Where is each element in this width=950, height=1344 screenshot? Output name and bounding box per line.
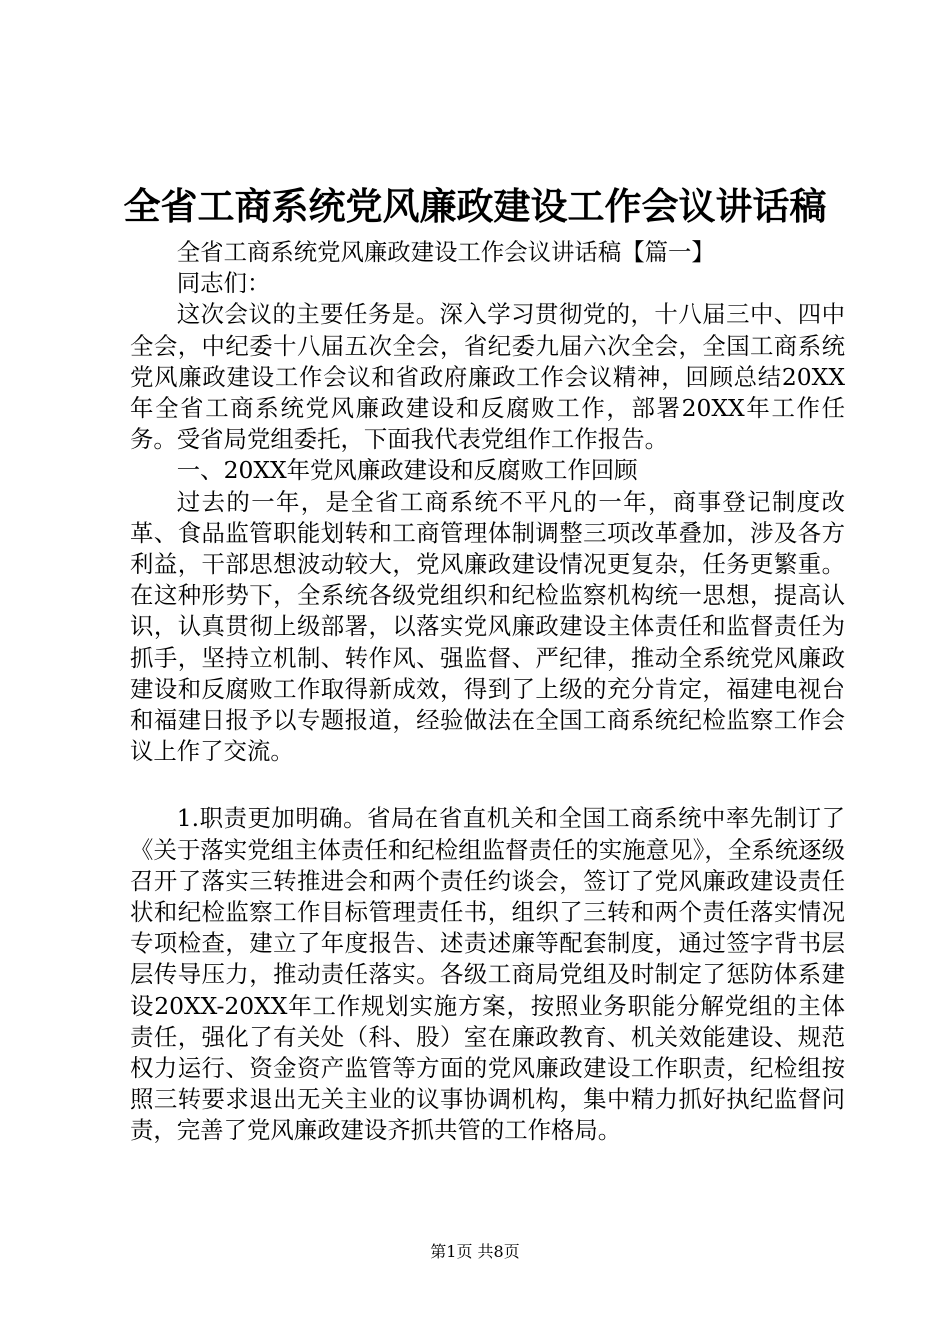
body-paragraph: 过去的一年，是全省工商系统不平凡的一年，商事登记制度改革、食品监管职能划转和工商管理体制调整三项改革叠加，涉及各方利益，干部思想波动较大，党风廉政建设情况更复杂，任务更繁重。在这种形势下，全系统各级党组织和纪检监察机构统一思想，提高认识，认真贯彻上级部署，以落实党风廉政建设主体责任和监督责任为抓手，坚持立机制、转作风、强监督、严纪律，推动全系统党风廉政建设和反腐败工作取得新成效，得到了上级的充分肯定，福建电视台和福建日报予以专题报道，经验做法在全国工商系统纪检监察工作会议上作了交流。 xyxy=(130,487,845,766)
section-heading-paragraph: 一、20XX年党风廉政建设和反腐败工作回顾 xyxy=(176,456,638,485)
document-body xyxy=(130,237,845,1147)
salutation-paragraph: 同志们： xyxy=(176,269,271,298)
page-number-footer: 第1页 共8页 xyxy=(430,1242,520,1261)
section-heading-paragraph: 全省工商系统党风廉政建设工作会议讲话稿【篇一】 xyxy=(176,238,715,266)
body-paragraph: 这次会议的主要任务是。深入学习贯彻党的，十八届三中、四中全会，中纪委十八届五次全会，省纪委九届六次全会，全国工商系统党风廉政建设工作会议和省政府廉政工作会议精神，回顾总结20XX年全省工商系统党风廉政建设和反腐败工作，部署20XX年工作任务。受省局党组委托，下面我代表党组作工作报告。 xyxy=(130,300,845,454)
document-title: 全省工商系统党风廉政建设工作会议讲话稿 xyxy=(123,184,827,228)
body-paragraph: 1.职责更加明确。省局在省直机关和全国工商系统中率先制订了《关于落实党组主体责任和纪检组监督责任的实施意见》，全系统逐级召开了落实三转推进会和两个责任约谈会，签订了党风廉政建设责任状和纪检监察工作目标管理责任书，组织了三转和两个责任落实情况专项检查，建立了年度报告、述责述廉等配套制度，通过签字背书层层传导压力，推动责任落实。各级工商局党组及时制定了惩防体系建设20XX-20XX年工作规划实施方案，按照业务职能分解党组的主体责任，强化了有关处（科、股）室在廉政教育、机关效能建设、规范权力运行、资金资产监管等方面的党风廉政建设工作职责，纪检组按照三转要求退出无关主业的议事协调机构，集中精力抓好执纪监督问责，完善了党风廉政建设齐抓共管的工作格局。 xyxy=(130,804,845,1145)
